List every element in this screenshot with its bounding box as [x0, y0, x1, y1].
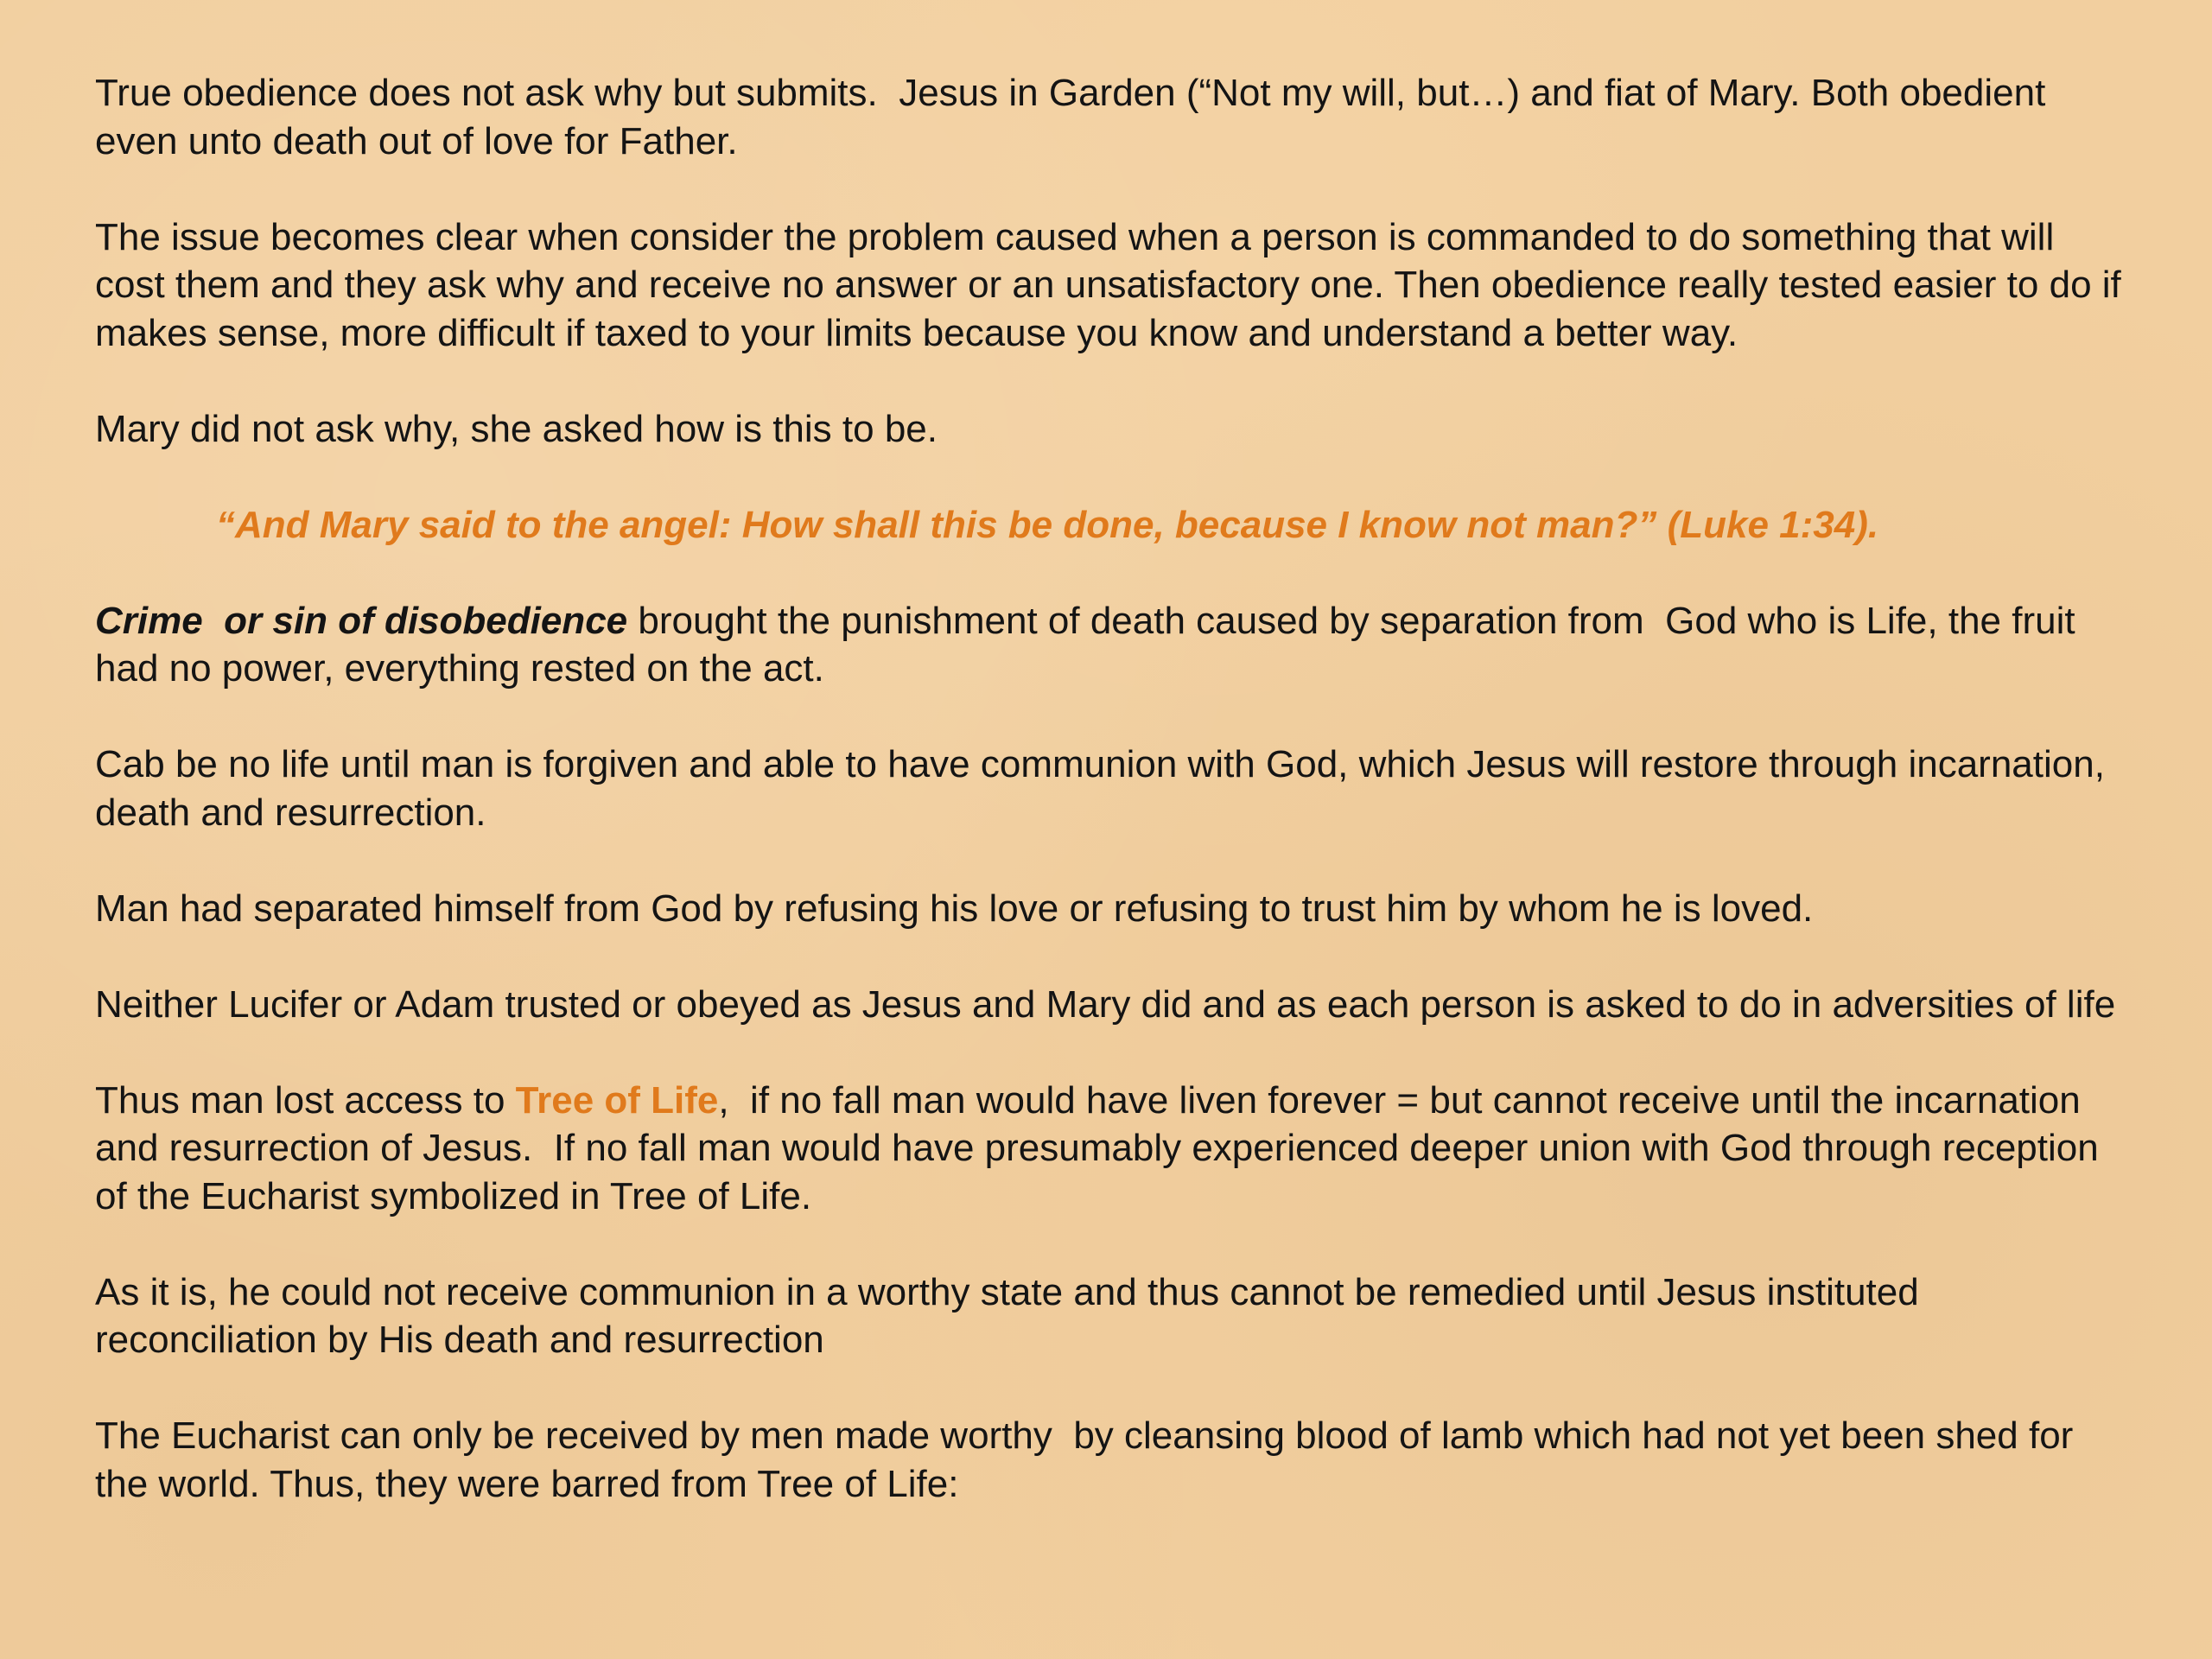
scripture-quote: “And Mary said to the angel: How shall this be done, because I know not man?” (Luke 1:34). — [216, 503, 1879, 546]
crime-rest: brought the punishment of death caused by separation from God who is Life, the fruit had no power, everything rested on the act. — [95, 599, 2086, 690]
tree-after: , if no fall man would have liven forever = but cannot receive until the incarnation and resurrection of Jesus. If no fall man would have presumably experienced deeper union with God through reception of the Eucharist symbolized in Tree of Life. — [95, 1078, 2109, 1217]
paragraph-mary-how: Mary did not ask why, she asked how is this to be. — [95, 407, 938, 450]
tree-of-life-highlight: Tree of Life — [515, 1078, 719, 1122]
paragraph-issue: The issue becomes clear when consider the problem caused when a person is commanded to do something that will cost them and they ask why and receive no answer or an unsatisfactory one. Then obedience really tested easier to do if makes sense, more difficult if taxed to your limits because you know and understand a better way. — [95, 215, 2132, 354]
paragraph-no-life: Cab be no life until man is forgiven and able to have communion with God, which Jesus will restore through incarnation, death and resurrection. — [95, 743, 2116, 834]
paragraph-crime — [95, 597, 2126, 693]
paragraph-separated: Man had separated himself from God by refusing his love or refusing to trust him by whom he is loved. — [95, 887, 1814, 930]
tree-before: Thus man lost access to — [95, 1078, 516, 1122]
paragraph-eucharist: The Eucharist can only be received by men made worthy by cleansing blood of lamb which had not yet been shed for the world. Thus, they were barred from Tree of Life: — [95, 1414, 2084, 1505]
paragraph-obedience: True obedience does not ask why but submits. Jesus in Garden (“Not my will, but…) and fiat of Mary. Both obedient even unto death out of love for Father. — [95, 72, 2056, 162]
paragraph-communion: As it is, he could not receive communion in a worthy state and thus cannot be remedied until Jesus instituted reconciliation by His death and resurrection — [95, 1270, 1929, 1361]
paragraph-tree-of-life — [95, 1077, 2126, 1221]
crime-emphasis: Crime or sin of disobedience — [95, 599, 628, 642]
slide-body — [95, 69, 2132, 1556]
paragraph-lucifer-adam: Neither Lucifer or Adam trusted or obeyed as Jesus and Mary did and as each person is asked to do in adversities of life — [95, 982, 2116, 1026]
